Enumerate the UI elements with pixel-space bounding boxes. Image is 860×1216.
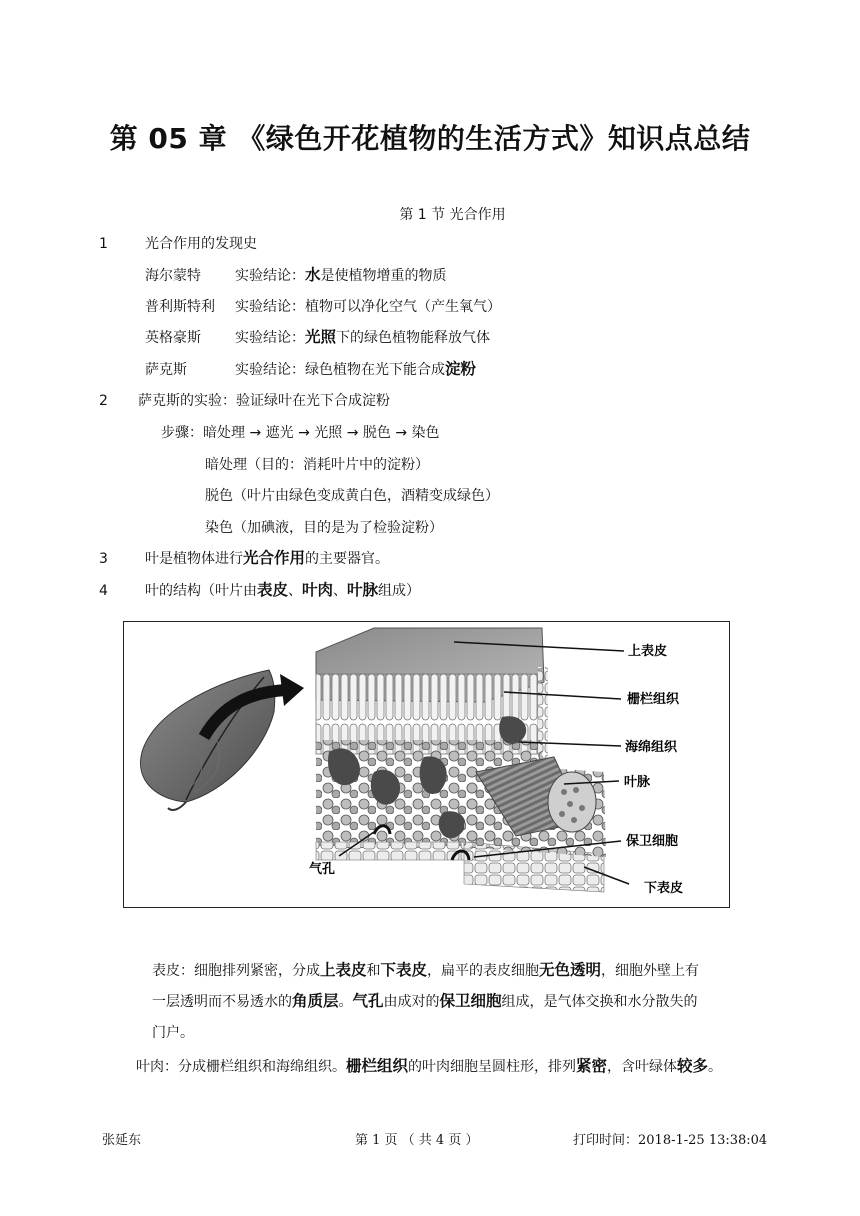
scientist-name: 萨克斯 xyxy=(145,362,187,378)
item-3-text: 叶是植物体进行光合作用的主要器官。 xyxy=(145,549,390,567)
scientist-name: 英格豪斯 xyxy=(145,330,201,346)
label-vein: 叶脉 xyxy=(624,775,651,790)
section-heading: 第 1 节 光合作用 xyxy=(399,207,506,223)
epidermis-line-1: 表皮：细胞排列紧密，分成上表皮和下表皮，扁平的表皮细胞无色透明，细胞外壁上有 xyxy=(152,961,700,979)
item-3-number: 3 xyxy=(99,551,108,567)
experiment-steps: 步骤：暗处理 → 遮光 → 光照 → 脱色 → 染色 xyxy=(161,425,440,441)
epidermis-line-2: 一层透明而不易透水的角质层。气孔由成对的保卫细胞组成，是气体交换和水分散失的 xyxy=(152,992,698,1010)
step-note: 脱色（叶片由绿色变成黄白色，酒精变成绿色） xyxy=(205,488,499,504)
label-guard-cell: 保卫细胞 xyxy=(626,834,679,849)
label-lower-epidermis: 下表皮 xyxy=(644,881,684,896)
leaf-cross-section xyxy=(316,628,606,892)
experiment-conclusion: 实验结论：光照下的绿色植物能释放气体 xyxy=(235,328,491,346)
label-stoma: 气孔 xyxy=(309,862,336,877)
scientist-name: 海尔蒙特 xyxy=(145,268,201,284)
item-4-number: 4 xyxy=(99,583,108,599)
step-note: 染色（加碘液，目的是为了检验淀粉） xyxy=(205,520,443,536)
scientist-name: 普利斯特利 xyxy=(145,299,215,315)
step-note: 暗处理（目的：消耗叶片中的淀粉） xyxy=(205,457,429,473)
document-title: 第 05 章 《绿色开花植物的生活方式》知识点总结 xyxy=(109,122,751,155)
item-1-number: 1 xyxy=(99,236,108,252)
footer-author: 张延东 xyxy=(102,1133,142,1148)
leaf-structure-figure xyxy=(123,621,730,908)
experiment-conclusion: 实验结论：植物可以净化空气（产生氧气） xyxy=(235,299,501,315)
item-4-text: 叶的结构（叶片由表皮、叶肉、叶脉组成） xyxy=(145,581,421,599)
leaf-structure-illustration xyxy=(124,622,728,906)
experiment-conclusion: 实验结论：绿色植物在光下能合成淀粉 xyxy=(235,360,477,378)
epidermis-line-3: 门户。 xyxy=(152,1025,194,1041)
experiment-conclusion: 实验结论：水是使植物增重的物质 xyxy=(235,266,447,284)
label-upper-epidermis: 上表皮 xyxy=(628,644,668,659)
item-2-number: 2 xyxy=(99,393,108,409)
label-palisade: 栅栏组织 xyxy=(627,692,680,707)
footer-print-time: 打印时间：2018-1-25 13:38:04 xyxy=(573,1133,768,1148)
label-spongy: 海绵组织 xyxy=(625,740,678,755)
item-2-text: 萨克斯的实验：验证绿叶在光下合成淀粉 xyxy=(138,393,390,409)
item-1-text: 光合作用的发现史 xyxy=(145,236,257,252)
footer-page-number: 第 1 页 （ 共 4 页 ） xyxy=(355,1133,479,1148)
mesophyll-line: 叶肉：分成栅栏组织和海绵组织。栅栏组织的叶肉细胞呈圆柱形，排列紧密，含叶绿体较多。 xyxy=(136,1057,723,1075)
